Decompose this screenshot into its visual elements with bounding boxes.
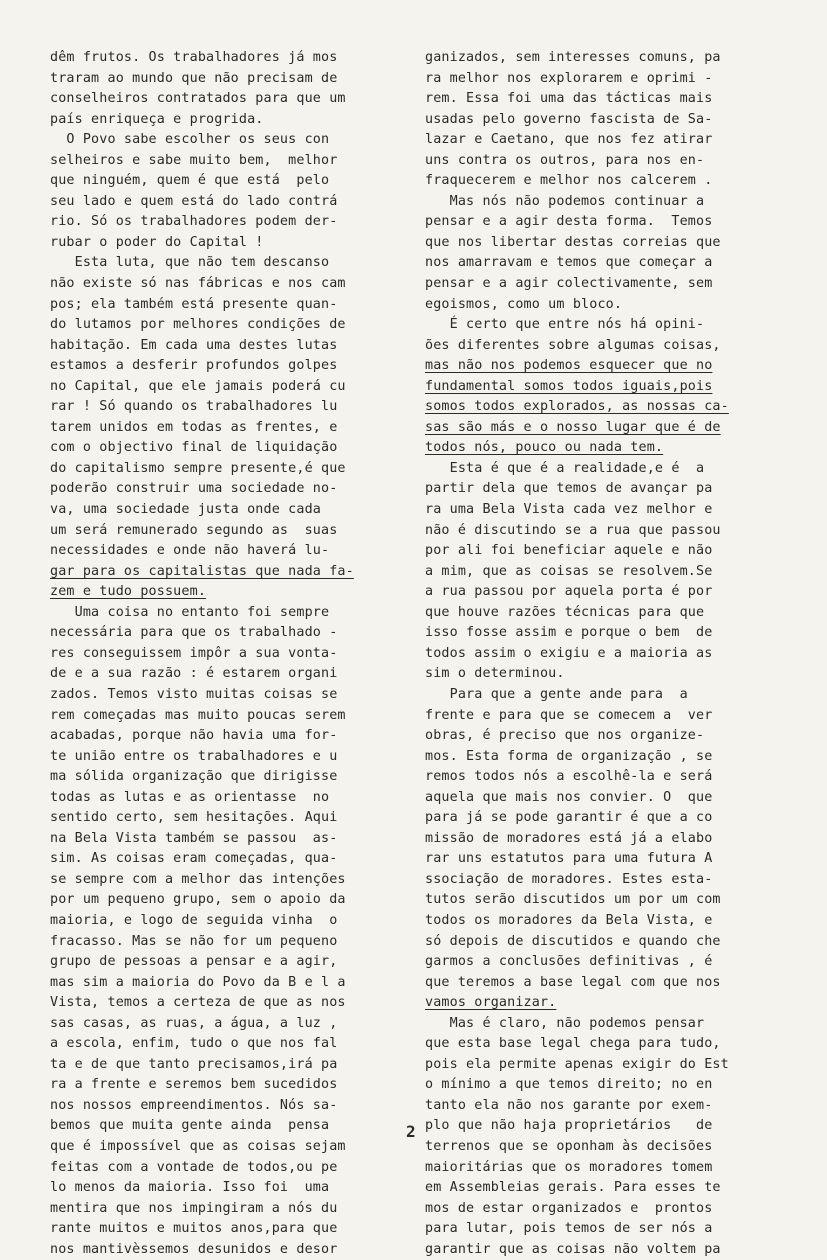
text-line: país enriqueça e progrida. [50,111,264,127]
text-line: mas não nos podemos esquecer que no [425,358,713,374]
text-line: Para que a gente ande para a [425,686,688,702]
text-line: remos todos nós a escolhê-la e será [425,769,713,785]
text-line: no Capital, que ele jamais poderá cu [50,378,346,394]
text-line: Esta luta, que não tem descanso [50,255,330,271]
text-line: rem começadas mas muito poucas serem [50,707,346,723]
text-line: mas sim a maioria do Povo da B e l a [50,974,346,990]
text-line: ões diferentes sobre algumas coisas, [425,337,721,353]
text-line: na Bela Vista também se passou as- [50,830,338,846]
text-line: pensar e a agir desta forma. Temos [425,214,713,230]
text-line: rante muitos e muitos anos,para que [50,1221,338,1237]
text-line: garmos a conclusões definitivas , é [425,954,713,970]
text-line: por ali foi beneficiar aquele e não [425,543,713,559]
text-line: vamos organizar. [425,995,557,1011]
text-line: necessidades e onde não haverá lu- [50,543,330,559]
text-line: obras, é preciso que nos organize- [425,728,705,744]
text-line: partir dela que temos de avançar pa [425,481,713,497]
text-line: sim. As coisas eram começadas, qua- [50,851,338,867]
text-line: acabadas, porque não havia uma for- [50,728,338,744]
text-line: lazar e Caetano, que nos fez atirar [425,132,713,148]
text-line: em Assembleias gerais. Para esses te [425,1180,721,1196]
text-line: rubar o poder do Capital ! [50,234,264,250]
text-line: Mas é claro, não podemos pensar [425,1015,705,1031]
text-line: traram ao mundo que não precisam de [50,70,338,86]
text-line: a escola, enfim, tudo o que nos fal [50,1036,338,1052]
text-line: ta e de que tanto precisamos,irá pa [50,1056,338,1072]
text-line: ma sólida organização que dirigisse [50,769,338,785]
text-line: tanto ela não nos garante por exem- [425,1097,713,1113]
text-line: missão de moradores está já a elabo [425,830,713,846]
text-line: Esta é que é a realidade,e é a [425,460,705,476]
text-line: necessária para que os trabalhado - [50,625,338,641]
text-line: frente e para que se comecem a ver [425,707,713,723]
text-line: plo que não haja proprietários de [425,1118,713,1134]
text-line: maioria, e logo de seguida vinha o [50,912,338,928]
text-line: pos; ela também está presente quan- [50,296,338,312]
text-line: pois ela permite apenas exigir do Est [425,1056,729,1072]
left-text-column [50,48,395,1260]
text-line: feitas com a vontade de todos,ou pe [50,1159,338,1175]
text-line: gar para os capitalistas que nada fa- [50,563,354,579]
text-line: va, uma sociedade justa onde cada [50,502,321,518]
text-line: egoismos, como um bloco. [425,296,623,312]
text-line: seu lado e quem está do lado contrá [50,193,338,209]
text-line: pensar e a agir colectivamente, sem [425,276,713,292]
text-line: todos os moradores da Bela Vista, e [425,912,713,928]
text-line: se sempre com a melhor das intenções [50,871,346,887]
text-line: a mim, que as coisas se resolvem.Se [425,563,713,579]
text-line: habitação. Em cada uma destes lutas [50,337,338,353]
text-line: poderão construir uma sociedade no- [50,481,338,497]
text-line: estamos a desferir profundos golpes [50,358,338,374]
text-line: não existe só nas fábricas e nos cam [50,276,346,292]
text-line: mentira que nos impingiram a nós du [50,1200,338,1216]
text-line: uns contra os outros, para nos en- [425,152,705,168]
text-line: mos de estar organizados e prontos [425,1200,713,1216]
text-line: ra uma Bela Vista cada vez melhor e [425,502,713,518]
text-line: o mínimo a que temos direito; no en [425,1077,713,1093]
text-line: garantir que as coisas não voltem pa [425,1241,721,1257]
text-line: nos mantivèssemos desunidos e desor [50,1241,338,1257]
text-line: grupo de pessoas a pensar e a agir, [50,954,338,970]
text-line: que teremos a base legal com que nos [425,974,721,990]
text-line: rar uns estatutos para uma futura A [425,851,713,867]
text-line: que é impossível que as coisas sejam [50,1138,346,1154]
text-line: sas são más e o nosso lugar que é de [425,419,721,435]
text-line: não é discutindo se a rua que passou [425,522,721,538]
text-line: fracasso. Mas se não for um pequeno [50,933,338,949]
text-line: rem. Essa foi uma das tácticas mais [425,91,713,107]
text-line: ganizados, sem interesses comuns, pa [425,50,721,65]
text-line: todos assim o exigiu e a maioria as [425,645,713,661]
text-line: do lutamos por melhores condições de [50,317,346,333]
text-line: sas casas, as ruas, a água, a luz , [50,1015,338,1031]
text-line: isso fosse assim e porque o bem de [425,625,713,641]
text-line: fundamental somos todos iguais,pois [425,378,713,394]
page-number: 2 [406,1122,416,1141]
text-line: lo menos da maioria. Isso foi uma [50,1180,330,1196]
text-line: Uma coisa no entanto foi sempre [50,604,330,620]
text-line: te união entre os trabalhadores e u [50,748,338,764]
text-line: conselheiros contratados para que um [50,91,346,107]
text-line: ra a frente e seremos bem sucedidos [50,1077,338,1093]
text-line: tarem unidos em todas as frentes, e [50,419,338,435]
text-line: zem e tudo possuem. [50,584,207,600]
text-line: todas as lutas e as orientasse no [50,789,330,805]
text-line: zados. Temos visto muitas coisas se [50,686,338,702]
text-line: O Povo sabe escolher os seus con [50,132,330,148]
text-line: Vista, temos a certeza de que as nos [50,995,346,1011]
text-line: do capitalismo sempre presente,é que [50,460,346,476]
text-line: que houve razões técnicas para que [425,604,705,620]
text-line: maioritárias que os moradores tomem [425,1159,713,1175]
text-line: que nos libertar destas correias que [425,234,721,250]
text-line: aquela que mais nos convier. O que [425,789,713,805]
text-line: nos amarravam e temos que começar a [425,255,713,271]
text-line: um será remunerado segundo as suas [50,522,338,538]
text-line: mos. Esta forma de organização , se [425,748,713,764]
text-line: por um pequeno grupo, sem o apoio da [50,892,346,908]
text-line: fraquecerem e melhor nos calcerem . [425,173,713,189]
text-line: dêm frutos. Os trabalhadores já mos [50,50,338,65]
text-line: tutos serão discutidos um por um com [425,892,721,908]
text-line: a rua passou por aquela porta é por [425,584,713,600]
text-line: ra melhor nos explorarem e oprimi - [425,70,713,86]
text-line: rar ! Só quando os trabalhadores lu [50,399,338,415]
text-line: rio. Só os trabalhadores podem der- [50,214,338,230]
text-line: sim o determinou. [425,666,565,682]
text-line: de e a sua razão : é estarem organi [50,666,338,682]
text-line: Mas nós não podemos continuar a [425,193,705,209]
text-line: nos nossos empreendimentos. Nós sa- [50,1097,338,1113]
text-line: bemos que muita gente ainda pensa [50,1118,330,1134]
text-line: É certo que entre nós há opini- [425,317,705,333]
text-line: só depois de discutidos e quando che [425,933,721,949]
text-line: que ninguém, quem é que está pelo [50,173,330,189]
text-line: que esta base legal chega para tudo, [425,1036,721,1052]
text-line: sentido certo, sem hesitações. Aqui [50,810,338,826]
text-line: ssociação de moradores. Estes esta- [425,871,713,887]
text-line: com o objectivo final de liquidação [50,440,338,456]
text-line: selheiros e sabe muito bem, melhor [50,152,338,168]
text-line: res conseguissem impôr a sua vonta- [50,645,338,661]
text-line: para já se pode garantir é que a co [425,810,713,826]
right-text-column [425,48,775,1260]
text-line: todos nós, pouco ou nada tem. [425,440,664,456]
text-line: terrenos que se oponham às decisões [425,1138,713,1154]
text-line: para lutar, pois temos de ser nós a [425,1221,713,1237]
text-line: somos todos explorados, as nossas ca- [425,399,729,415]
text-line: usadas pelo governo fascista de Sa- [425,111,713,127]
